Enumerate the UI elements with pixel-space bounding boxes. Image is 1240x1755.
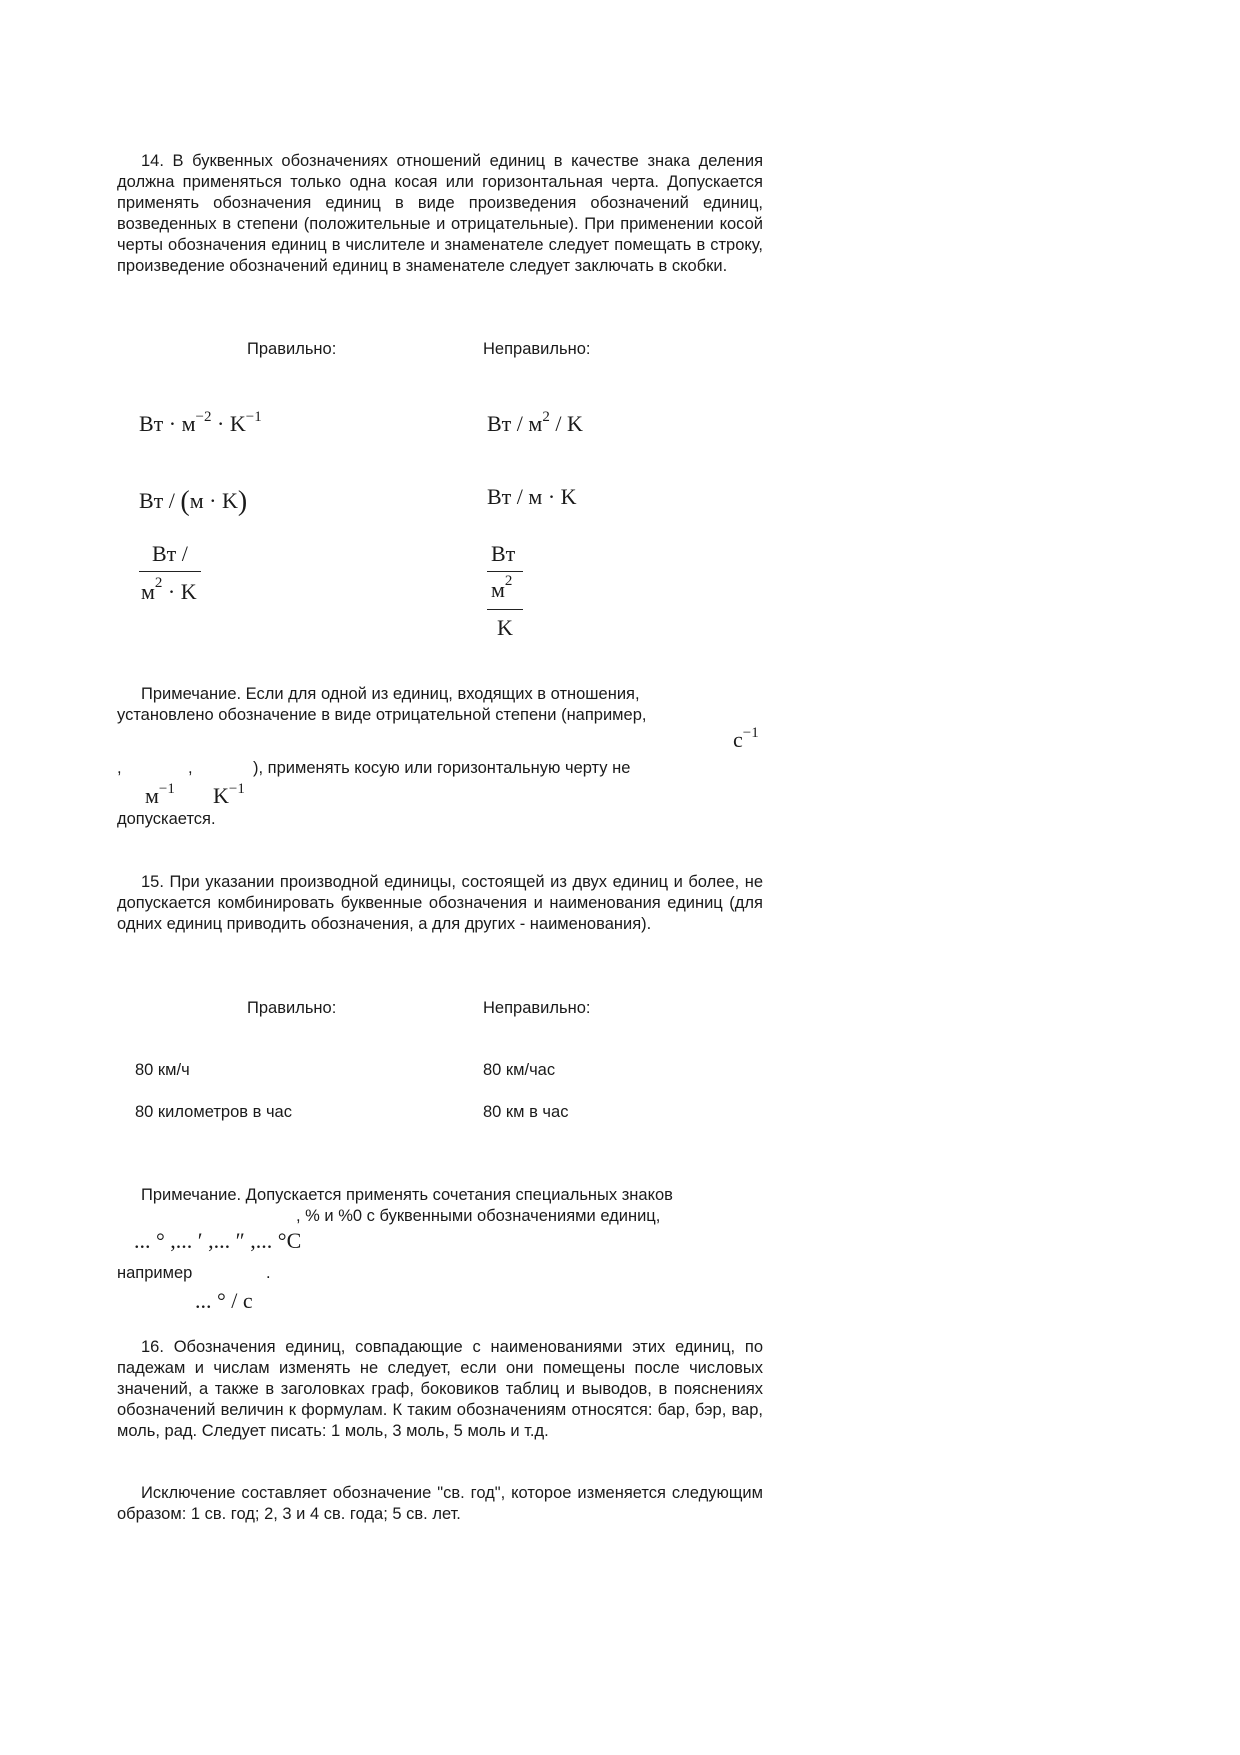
note-1-comma-1: , [117,759,122,777]
correct-fraction-numerator: Вт / [152,541,188,566]
incorrect-label: Неправильно: [483,340,591,358]
correct-example-2: 80 километров в час [135,1103,292,1121]
exception-paragraph: Исключение составляет обозначение "св. год", которое изменяется следующим образом: 1 св. год; 2, 3 и 4 св. года; 5 св. лет. [117,1484,763,1523]
note-1-line-2: установлено обозначение в виде отрицательной степени (например, [117,706,647,724]
incorrect-example-1: 80 км/час [483,1061,556,1079]
incorrect-fraction-bar-1 [487,571,523,572]
correct-label-15: Правильно: [247,999,337,1017]
note-2-line-2: , % и %0 с буквенными обозначениями единиц, [296,1207,661,1225]
correct-label: Правильно: [247,340,337,358]
section-14-paragraph: 14. В буквенных обозначениях отношений единиц в качестве знака деления должна применяться только одна косая или горизонтальная черта. Допускается применять обозначения единиц в виде произведения обозначений единиц, возведенных в степени (положительные и отрицательные). При применении косой черты обозначения единиц в числителе и знаменателе следует помещать в строку, произведение обозначений единиц в знаменателе следует заключать в скобки. [117,152,763,275]
correct-formula-1: Вт · $м^{-2} \cdot K^{-1}$ [139,408,262,436]
incorrect-fraction-bar-2 [487,609,523,610]
note-1-comma-2: , [188,759,193,777]
note-2-period: . [266,1264,271,1282]
incorrect-formula-2: Вт / м · K [487,484,577,509]
note-1-k-minus-1: $K^{-1}$ [213,780,245,808]
note-1-line-3: ), применять косую или горизонтальную черту не [253,759,631,777]
incorrect-fraction-numerator: Вт [491,541,516,566]
incorrect-fraction-middle: $м^2$ [491,572,513,602]
incorrect-formula-1: Вт / $м^2$ / K [487,408,583,436]
note-2-symbols: ... ° ,... ′ ,... ″ ,... °C [134,1228,302,1253]
correct-example-1: 80 км/ч [135,1061,190,1079]
section-16-paragraph: 16. Обозначения единиц, совпадающие с наименованиями этих единиц, по падежам и числам изменять не следует, если они помещены после числовых значений, а также в заголовках граф, боковиков таблиц и выводов, в пояснениях обозначений величин к формулам. К таким обозначениям относятся: бар, бэр, вар, моль, рад. Следует писать: 1 моль, 3 моль, 5 моль и т.д. [117,1338,763,1440]
correct-fraction-denominator: $м^2 \cdot K$ [141,574,197,604]
note-2-line-3: например [117,1264,193,1282]
note-1-line-4: допускается. [117,810,216,828]
note-1-line-1: Примечание. Если для одной из единиц, входящих в отношения, [141,685,640,703]
incorrect-fraction-denominator: K [497,615,513,640]
note-2-line-1: Примечание. Допускается применять сочетания специальных знаков [141,1186,673,1204]
correct-formula-2: Вт / (м · K) [139,486,248,517]
incorrect-example-2: 80 км в час [483,1103,569,1121]
note-2-example: ... ° / с [195,1288,253,1313]
note-1-m-minus-1: $м^{-1}$ [145,780,175,808]
section-15-paragraph: 15. При указании производной единицы, состоящей из двух единиц и более, не допускается комбинировать буквенные обозначения и наименования единиц (для одних единиц приводить обозначения, а для других - наименования). [117,873,763,933]
correct-fraction-bar [139,571,201,572]
incorrect-label-15: Неправильно: [483,999,591,1017]
note-1-c-minus-1: $с^{-1}$ [733,724,759,752]
